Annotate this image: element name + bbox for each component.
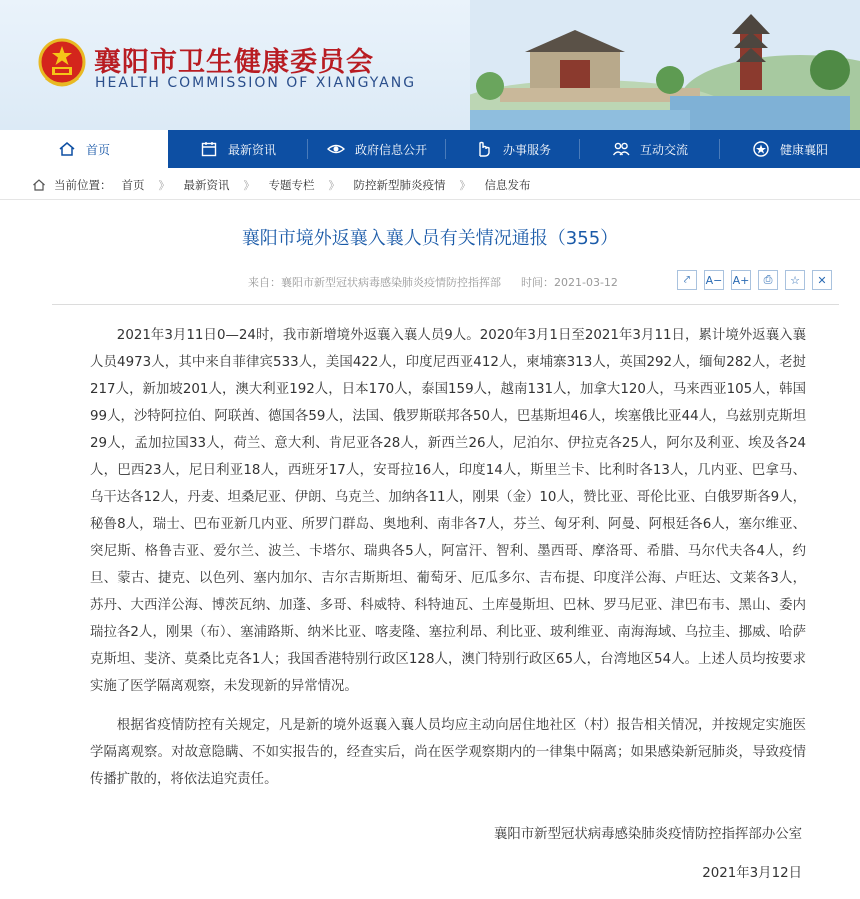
time-value: 2021-03-12 — [554, 276, 618, 289]
site-subtitle: HEALTH COMMISSION OF XIANGYANG — [95, 75, 417, 91]
badge-icon — [752, 140, 770, 158]
nav-gov-info[interactable] — [308, 130, 446, 168]
divider — [52, 304, 839, 305]
nav-news-label: 最新资讯 — [227, 142, 276, 157]
breadcrumb-special[interactable]: 专题专栏 — [268, 178, 315, 192]
share-icon[interactable]: ⤤ — [677, 270, 697, 290]
nav-services-label: 办事服务 — [502, 142, 551, 157]
home-icon — [32, 178, 46, 192]
nav-gov-info-label: 政府信息公开 — [354, 142, 427, 157]
nav-interaction-label: 互动交流 — [639, 142, 688, 157]
article-body — [90, 322, 806, 793]
font-decrease-icon[interactable]: A− — [704, 270, 724, 290]
breadcrumb — [32, 174, 531, 196]
site-title: 襄阳市卫生健康委员会 — [94, 47, 374, 78]
article-title: 襄阳市境外返襄入襄人员有关情况通报（355） — [241, 228, 619, 249]
paragraph: 根据省疫情防控有关规定，凡是新的境外返襄入襄人员均应主动向居住地社区（村）报告相关情况，并按规定实施医学隔离观察。对故意隐瞒、不如实报告的，经查实后，尚在医学观察期内的一律集中隔离；如果感染新冠肺炎，导致疫情传播扩散的，将依法追究责任。 — [90, 718, 806, 787]
nav-home[interactable] — [0, 130, 168, 168]
nav-news[interactable] — [168, 130, 308, 168]
source-value: 襄阳市新型冠状病毒感染肺炎疫情防控指挥部 — [281, 276, 501, 289]
favorite-icon[interactable]: ☆ — [785, 270, 805, 290]
article-signature: 襄阳市新型冠状病毒感染肺炎疫情防控指挥部办公室 — [494, 827, 802, 842]
nav-healthy-label: 健康襄阳 — [779, 142, 828, 157]
print-icon[interactable]: ⎙ — [758, 270, 778, 290]
breadcrumb-separator: 》 — [459, 179, 471, 192]
breadcrumb-prefix: 当前位置： — [54, 178, 112, 192]
nav-interaction[interactable] — [580, 130, 720, 168]
source-label: 来自： — [248, 276, 281, 289]
time-label: 时间： — [521, 276, 554, 289]
breadcrumb-news[interactable]: 最新资讯 — [183, 178, 230, 192]
breadcrumb-epidemic[interactable]: 防控新型肺炎疫情 — [353, 178, 446, 192]
nav-home-label: 首页 — [85, 142, 110, 157]
article-toolbar — [677, 270, 832, 290]
article-meta — [248, 274, 618, 290]
eye-icon — [327, 140, 345, 158]
main-nav — [0, 130, 860, 168]
paragraph: 2021年3月11日0—24时，我市新增境外返襄入襄人员9人。2020年3月1日至2021年3月11日，累计境外返襄入襄人员4973人，其中来自菲律宾533人，美国422人，印度尼西亚412人，柬埔寨313人，英国292人，缅甸282人，老挝217人，新加坡201人，澳大利亚192人，日本170人，泰国159人，越南131人，加拿大120人，马来西亚105人，韩国99人，沙特阿拉伯、阿联酋、德国各59人，法国、俄罗斯联邦各50人，巴基斯坦46人，埃塞俄比亚44人，乌兹别克斯坦29人，孟加拉国33人，荷兰、意大利、肯尼亚各28人，新西兰26人，尼泊尔、伊拉克各25人，阿尔及利亚、埃及各24人，巴西23人，尼日利亚18人，西班牙17人，安哥拉16人，印度14人，斯里兰卡、比利时各13人，几内亚、巴拿马、乌干达各12人，丹麦、坦桑尼亚、伊朗、乌克兰、加纳各11人，刚果（金）10人，赞比亚、哥伦比亚、白俄罗斯各9人，秘鲁8人，瑞士、巴布亚新几内亚、所罗门群岛、奥地利、南非各7人，芬兰、匈牙利、阿曼、阿根廷各6人，塞尔维亚、突尼斯、格鲁吉亚、爱尔兰、波兰、卡塔尔、瑞典各5人，阿富汗、智利、墨西哥、摩洛哥、希腊、马尔代夫各4人，约旦、蒙古、捷克、以色列、塞内加尔、吉尔吉斯斯坦、葡萄牙、厄瓜多尔、吉布提、印度洋公海、卢旺达、文莱各3人，苏丹、大西洋公海、博茨瓦纳、加蓬、多哥、科威特、科特迪瓦、土库曼斯坦、巴林、罗马尼亚、津巴布韦、黑山、委内瑞拉各2人，刚果（布）、塞浦路斯、纳米比亚、喀麦隆、塞拉利昂、利比亚、玻利维亚、南海海域、乌拉圭、挪威、哈萨克斯坦、斐济、莫桑比克各1人；我国香港特别行政区128人，澳门特别行政区65人，台湾地区54人。上述人员均按要求实施了医学隔离观察，未发现新的异常情况。 — [90, 328, 806, 694]
nav-services[interactable] — [446, 130, 580, 168]
city-scenery-banner — [470, 0, 860, 130]
hand-icon — [475, 140, 493, 158]
font-increase-icon[interactable]: A+ — [731, 270, 751, 290]
home-icon — [58, 140, 76, 158]
close-icon[interactable]: ✕ — [812, 270, 832, 290]
breadcrumb-separator: 》 — [243, 179, 255, 192]
calendar-icon — [200, 140, 218, 158]
breadcrumb-release[interactable]: 信息发布 — [484, 178, 531, 192]
nav-healthy-xiangyang[interactable] — [720, 130, 860, 168]
breadcrumb-separator: 》 — [158, 179, 170, 192]
site-header — [0, 0, 860, 130]
divider — [0, 199, 860, 200]
article-date: 2021年3月12日 — [702, 866, 802, 881]
breadcrumb-home[interactable]: 首页 — [121, 178, 145, 192]
breadcrumb-separator: 》 — [328, 179, 340, 192]
people-icon — [612, 140, 630, 158]
national-emblem-icon — [38, 38, 86, 90]
